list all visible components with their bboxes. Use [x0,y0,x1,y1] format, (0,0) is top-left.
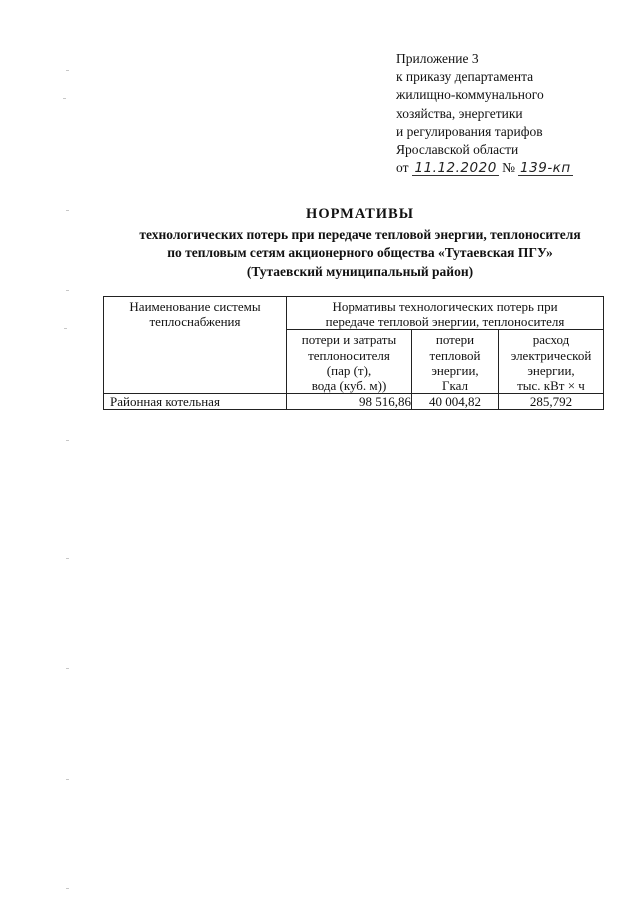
scan-speck [66,888,69,889]
number-sign: № [502,160,516,176]
order-number: 139-кп [520,160,571,177]
header-text: тыс. кВт × ч [517,378,585,394]
header-text: электрической [510,347,592,363]
header-electric-cell [499,330,604,394]
header-text: потери [435,332,475,348]
header-text: теплоснабжения [149,314,241,330]
header-coolant-cell [287,330,412,394]
row-coolant-cell: 98 516,86 [287,394,412,410]
header-text: теплоносителя [308,347,390,363]
header-text: Гкал [441,378,468,394]
appendix-line: жилищно-коммунального [396,87,544,103]
scan-speck [66,668,69,669]
header-text: (пар (т), [326,362,372,378]
scan-speck [66,440,69,441]
norms-table [103,296,604,410]
title-line-2: по тепловым сетям акционерного общества «Тутаевская ПГУ» [167,245,553,261]
header-text: потери и затраты [301,332,397,348]
scan-speck [66,779,69,780]
document-title [100,205,620,281]
appendix-line: Приложение 3 [396,51,479,66]
title-main: НОРМАТИВЫ [306,206,414,222]
header-text: расход [532,332,570,348]
order-date-line [396,159,634,177]
order-date: 11.12.2020 [414,160,497,177]
header-system-cell [104,297,287,394]
row-electric-cell: 285,792 [499,394,604,410]
scan-speck [63,98,66,99]
title-line-1: технологических потерь при передаче тепловой энергии, теплоносителя [139,227,581,242]
header-text: энергии, [431,362,479,378]
header-text: Наименование системы [129,299,261,314]
title-line-3: (Тутаевский муниципальный район) [246,263,474,279]
date-prefix: от [396,160,409,176]
row-name-cell: Районная котельная [104,394,287,410]
scan-speck [66,558,69,559]
scan-speck [66,210,69,211]
header-text: вода (куб. м)) [311,378,387,394]
header-text: тепловой [429,347,481,363]
scan-speck [64,328,67,329]
appendix-line: и регулирования тарифов [396,123,543,139]
appendix-line: хозяйства, энергетики [396,105,523,121]
header-text: энергии, [527,362,575,378]
table-row [104,394,604,410]
table-header-row [104,297,604,330]
scan-speck [66,290,69,291]
appendix-line: к приказу департамента [396,69,534,85]
row-heat-cell: 40 004,82 [412,394,499,410]
scan-speck [66,70,69,71]
header-text: передаче тепловой энергии, теплоносителя [325,314,565,330]
appendix-line: Ярославской области [396,142,519,158]
header-group-cell [287,297,604,330]
header-heat-cell [412,330,499,394]
appendix-block [396,50,634,177]
header-text: Нормативы технологических потерь при [332,299,558,314]
